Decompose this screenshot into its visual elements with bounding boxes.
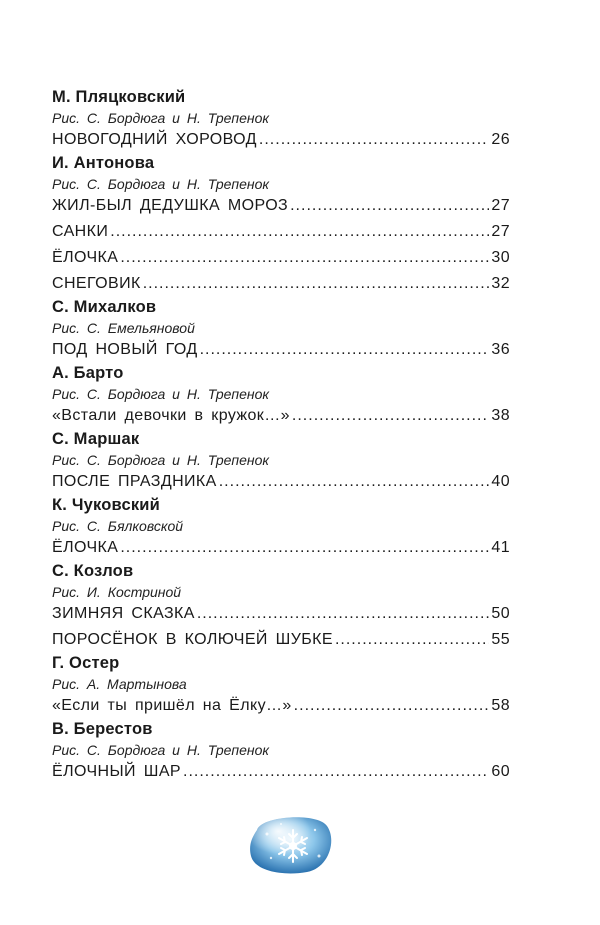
- dot-leader: [290, 195, 489, 217]
- toc-entry[interactable]: [52, 405, 510, 428]
- illustrator-credit: Рис. С. Бордюга и Н. Трепенок: [52, 452, 269, 468]
- page-number: 30: [491, 249, 510, 266]
- page-number: 40: [491, 473, 510, 490]
- entry-title: ПОД НОВЫЙ ГОД: [52, 341, 198, 358]
- snowflake-ornament-icon: [247, 812, 333, 876]
- page-number: 27: [491, 223, 510, 240]
- dot-leader: [335, 629, 489, 651]
- toc-entry[interactable]: [52, 603, 510, 626]
- illustrator-credit: Рис. А. Мартынова: [52, 676, 187, 692]
- page-number: 55: [491, 631, 510, 648]
- toc-entry[interactable]: [52, 537, 510, 560]
- toc-section: [52, 560, 510, 652]
- illustrator-credit: Рис. С. Бордюга и Н. Трепенок: [52, 742, 269, 758]
- toc-entry[interactable]: [52, 339, 510, 362]
- dot-leader: [259, 129, 489, 151]
- dot-leader: [110, 221, 489, 243]
- entry-title: ЁЛОЧКА: [52, 249, 119, 266]
- page-number: 26: [491, 131, 510, 148]
- author-name: С. Михалков: [52, 298, 157, 316]
- dot-leader: [197, 603, 490, 625]
- toc-entry[interactable]: [52, 221, 510, 244]
- author-name: К. Чуковский: [52, 496, 160, 514]
- illustrator-credit: Рис. И. Костриной: [52, 584, 182, 600]
- illustrator-credit: Рис. С. Бялковской: [52, 518, 184, 534]
- entry-title: «Если ты пришёл на Ёлку…»: [52, 697, 292, 714]
- toc-section: [52, 494, 510, 560]
- page-number: 41: [491, 539, 510, 556]
- toc-section: [52, 86, 510, 152]
- entry-title: САНКИ: [52, 223, 109, 240]
- author-name: И. Антонова: [52, 154, 155, 172]
- entry-title: ЁЛОЧКА: [52, 539, 119, 556]
- toc-section: [52, 362, 510, 428]
- toc-section: [52, 152, 510, 296]
- entry-title: ПОСЛЕ ПРАЗДНИКА: [52, 473, 217, 490]
- table-of-contents: [52, 86, 510, 784]
- toc-entry[interactable]: [52, 247, 510, 270]
- toc-entry[interactable]: [52, 761, 510, 784]
- author-name: А. Барто: [52, 364, 124, 382]
- entry-title: «Встали девочки в кружок…»: [52, 407, 290, 424]
- entry-title: СНЕГОВИК: [52, 275, 141, 292]
- dot-leader: [200, 339, 490, 361]
- illustrator-credit: Рис. С. Бордюга и Н. Трепенок: [52, 176, 269, 192]
- toc-section: [52, 296, 510, 362]
- toc-entry[interactable]: [52, 195, 510, 218]
- page-number: 38: [491, 407, 510, 424]
- toc-entry[interactable]: [52, 695, 510, 718]
- entry-title: ЗИМНЯЯ СКАЗКА: [52, 605, 195, 622]
- illustrator-credit: Рис. С. Бордюга и Н. Трепенок: [52, 110, 269, 126]
- author-name: В. Берестов: [52, 720, 153, 738]
- toc-entry[interactable]: [52, 471, 510, 494]
- dot-leader: [294, 695, 490, 717]
- toc-entry[interactable]: [52, 129, 510, 152]
- author-name: М. Пляцковский: [52, 88, 186, 106]
- page-number: 60: [491, 763, 510, 780]
- author-name: С. Маршак: [52, 430, 140, 448]
- dot-leader: [143, 273, 490, 295]
- page-number: 58: [491, 697, 510, 714]
- toc-section: [52, 428, 510, 494]
- author-name: Г. Остер: [52, 654, 120, 672]
- page-number: 36: [491, 341, 510, 358]
- entry-title: ПОРОСЁНОК В КОЛЮЧЕЙ ШУБКЕ: [52, 631, 333, 648]
- illustrator-credit: Рис. С. Емельяновой: [52, 320, 195, 336]
- author-name: С. Козлов: [52, 562, 134, 580]
- toc-section: [52, 718, 510, 784]
- toc-section: [52, 652, 510, 718]
- dot-leader: [120, 247, 489, 269]
- entry-title: ЖИЛ-БЫЛ ДЕДУШКА МОРОЗ: [52, 197, 289, 214]
- dot-leader: [219, 471, 490, 493]
- dot-leader: [183, 761, 489, 783]
- page-number: 27: [491, 197, 510, 214]
- toc-entry[interactable]: [52, 273, 510, 296]
- page-number: 32: [491, 275, 510, 292]
- dot-leader: [292, 405, 489, 427]
- entry-title: ЁЛОЧНЫЙ ШАР: [52, 763, 182, 780]
- illustrator-credit: Рис. С. Бордюга и Н. Трепенок: [52, 386, 269, 402]
- page-number: 50: [491, 605, 510, 622]
- dot-leader: [120, 537, 489, 559]
- entry-title: НОВОГОДНИЙ ХОРОВОД: [52, 131, 257, 148]
- toc-entry[interactable]: [52, 629, 510, 652]
